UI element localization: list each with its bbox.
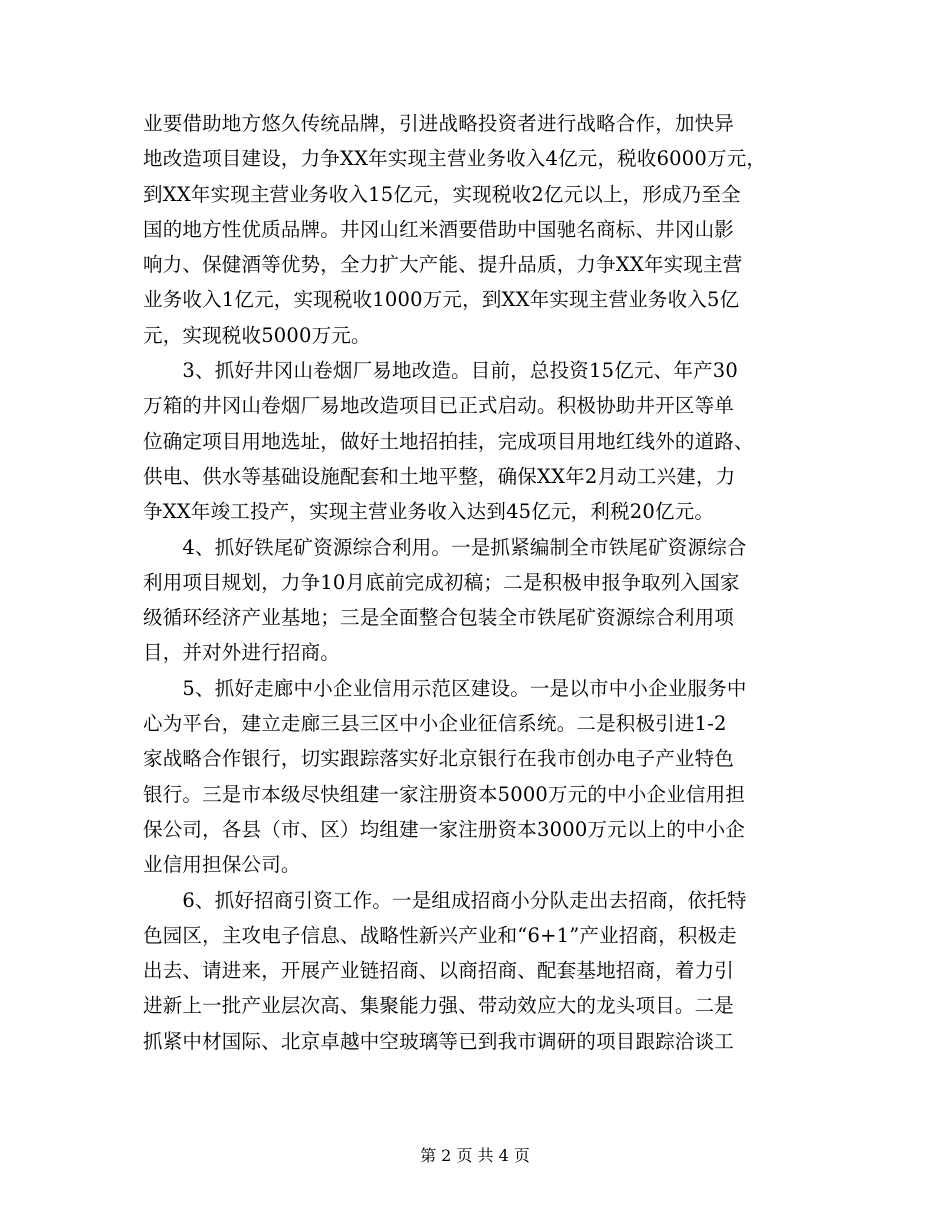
text-line: 保公司，各县（市、区）均组建一家注册资本3000万元以上的中小企 <box>143 817 746 841</box>
text-line: 出去、请进来，开展产业链招商、以商招商、配套基地招商，着力引 <box>143 959 735 983</box>
text-line: 业信用担保公司。 <box>143 853 301 877</box>
text-line: 6、抓好招商引资工作。一是组成招商小分队走出去招商，依托特 <box>143 888 747 912</box>
text-line: 色园区，主攻电子信息、战略性新兴产业和“6+1”产业招商，积极走 <box>143 923 737 947</box>
text-line: 到XX年实现主营业务收入15亿元，实现税收2亿元以上，形成乃至全 <box>143 182 741 206</box>
text-line: 利用项目规划，力争10月底前完成初稿；二是积极申报争取列入国家 <box>143 570 740 594</box>
text-line: 4、抓好铁尾矿资源综合利用。一是抓紧编制全市铁尾矿资源综合 <box>143 535 747 559</box>
text-line: 业务收入1亿元，实现税收1000万元，到XX年实现主营业务收入5亿 <box>143 288 740 312</box>
text-line: 供电、供水等基础设施配套和土地平整，确保XX年2月动工兴建，力 <box>143 464 736 488</box>
text-line: 位确定项目用地选址，做好土地招拍挂，完成项目用地红线外的道路、 <box>143 429 754 453</box>
text-line: 元，实现税收5000万元。 <box>143 323 371 347</box>
text-line: 家战略合作银行，切实跟踪落实好北京银行在我市创办电子产业特色 <box>143 747 735 771</box>
text-line: 业要借助地方悠久传统品牌，引进战略投资者进行战略合作，加快异 <box>143 112 735 135</box>
text-line: 国的地方性优质品牌。井冈山红米酒要借助中国驰名商标、井冈山影 <box>143 217 735 241</box>
page-footer: 第 2 页 共 4 页 <box>420 1146 530 1165</box>
document-body <box>143 106 815 1059</box>
text-line: 心为平台，建立走廊三县三区中小企业征信系统。二是积极引进1-2 <box>143 712 727 736</box>
text-line: 目，并对外进行招商。 <box>143 641 341 665</box>
text-line: 响力、保健酒等优势，全力扩大产能、提升品质，力争XX年实现主营 <box>143 253 743 277</box>
text-line: 万箱的井冈山卷烟厂易地改造项目已正式启动。积极协助井开区等单 <box>143 394 735 418</box>
text-line: 地改造项目建设，力争XX年实现主营业务收入4亿元，税收6000万元， <box>143 147 767 171</box>
text-line: 3、抓好井冈山卷烟厂易地改造。目前，总投资15亿元、年产30 <box>143 359 738 383</box>
text-line: 进新上一批产业层次高、集聚能力强、带动效应大的龙头项目。二是 <box>143 994 735 1018</box>
text-line: 抓紧中材国际、北京卓越中空玻璃等已到我市调研的项目跟踪洽谈工 <box>143 1029 735 1053</box>
text-line: 争XX年竣工投产，实现主营业务收入达到45亿元，利税20亿元。 <box>143 500 715 524</box>
text-line: 级循环经济产业基地；三是全面整合包装全市铁尾矿资源综合利用项 <box>143 606 735 630</box>
text-line: 5、抓好走廊中小企业信用示范区建设。一是以市中小企业服务中 <box>143 676 747 700</box>
text-line: 银行。三是市本级尽快组建一家注册资本5000万元的中小企业信用担 <box>143 782 746 806</box>
